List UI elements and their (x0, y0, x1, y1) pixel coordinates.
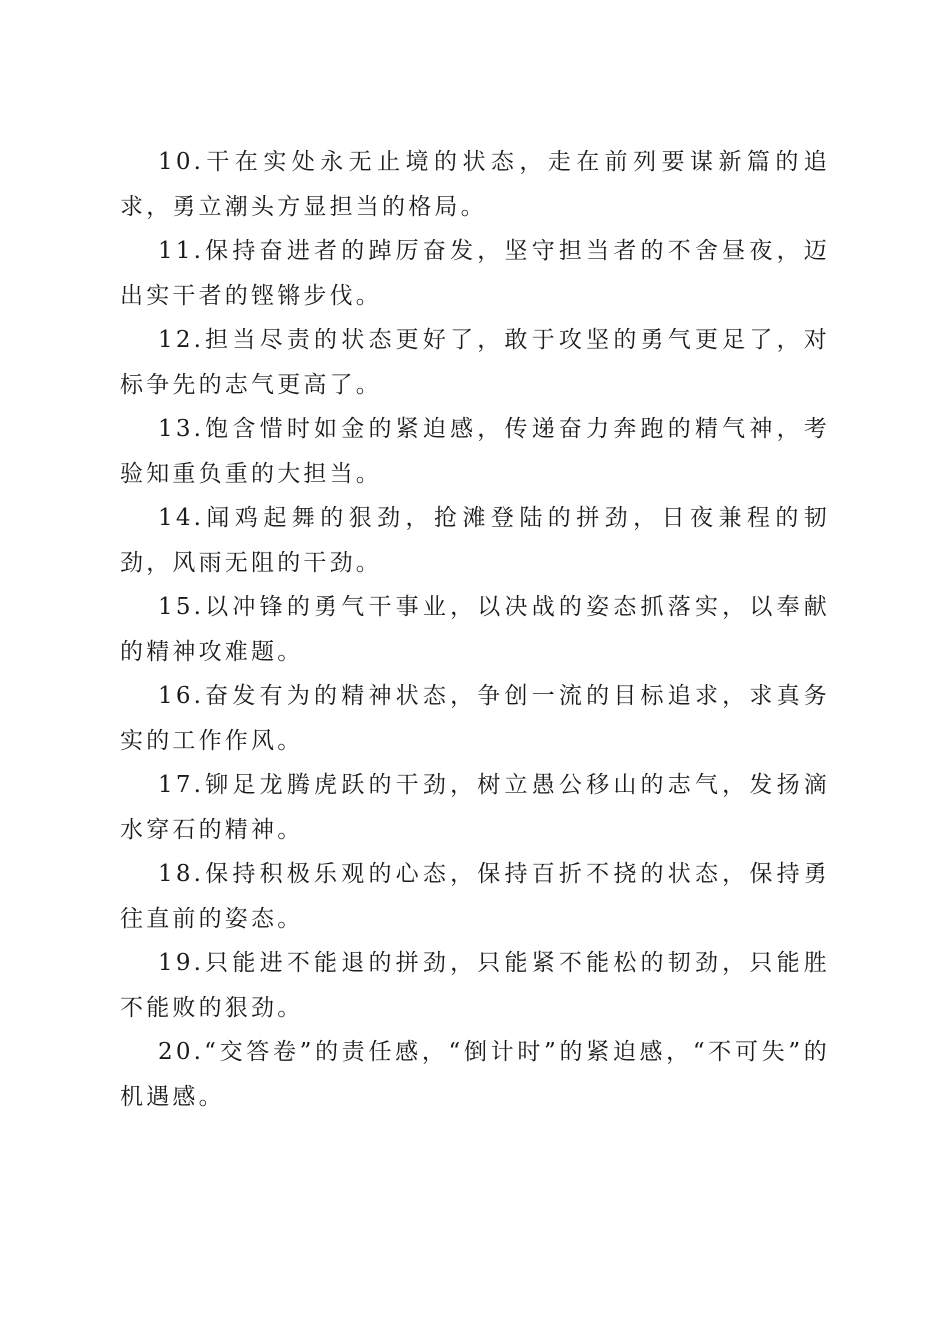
paragraph-10: 10.干在实处永无止境的状态，走在前列要谋新篇的追求，勇立潮头方显担当的格局。 (120, 149, 830, 220)
paragraph-12: 12.担当尽责的状态更好了，敢于攻坚的勇气更足了，对标争先的志气更高了。 (120, 327, 830, 398)
paragraph-17: 17.铆足龙腾虎跃的干劲，树立愚公移山的志气，发扬滴水穿石的精神。 (120, 772, 830, 843)
paragraph-20: 20.“交答卷”的责任感，“倒计时”的紧迫感，“不可失”的机遇感。 (120, 1039, 830, 1110)
document-body (120, 140, 830, 1119)
paragraph-18: 18.保持积极乐观的心态，保持百折不挠的状态，保持勇往直前的姿态。 (120, 861, 830, 932)
paragraph-13: 13.饱含惜时如金的紧迫感，传递奋力奔跑的精气神，考验知重负重的大担当。 (120, 416, 830, 487)
paragraph-14: 14.闻鸡起舞的狠劲，抢滩登陆的拼劲，日夜兼程的韧劲，风雨无阻的干劲。 (120, 505, 830, 576)
paragraph-16: 16.奋发有为的精神状态，争创一流的目标追求，求真务实的工作作风。 (120, 683, 830, 754)
paragraph-15: 15.以冲锋的勇气干事业，以决战的姿态抓落实，以奉献的精神攻难题。 (120, 594, 830, 665)
paragraph-11: 11.保持奋进者的踔厉奋发，坚守担当者的不舍昼夜，迈出实干者的铿锵步伐。 (120, 238, 830, 309)
paragraph-19: 19.只能进不能退的拼劲，只能紧不能松的韧劲，只能胜不能败的狠劲。 (120, 950, 830, 1021)
